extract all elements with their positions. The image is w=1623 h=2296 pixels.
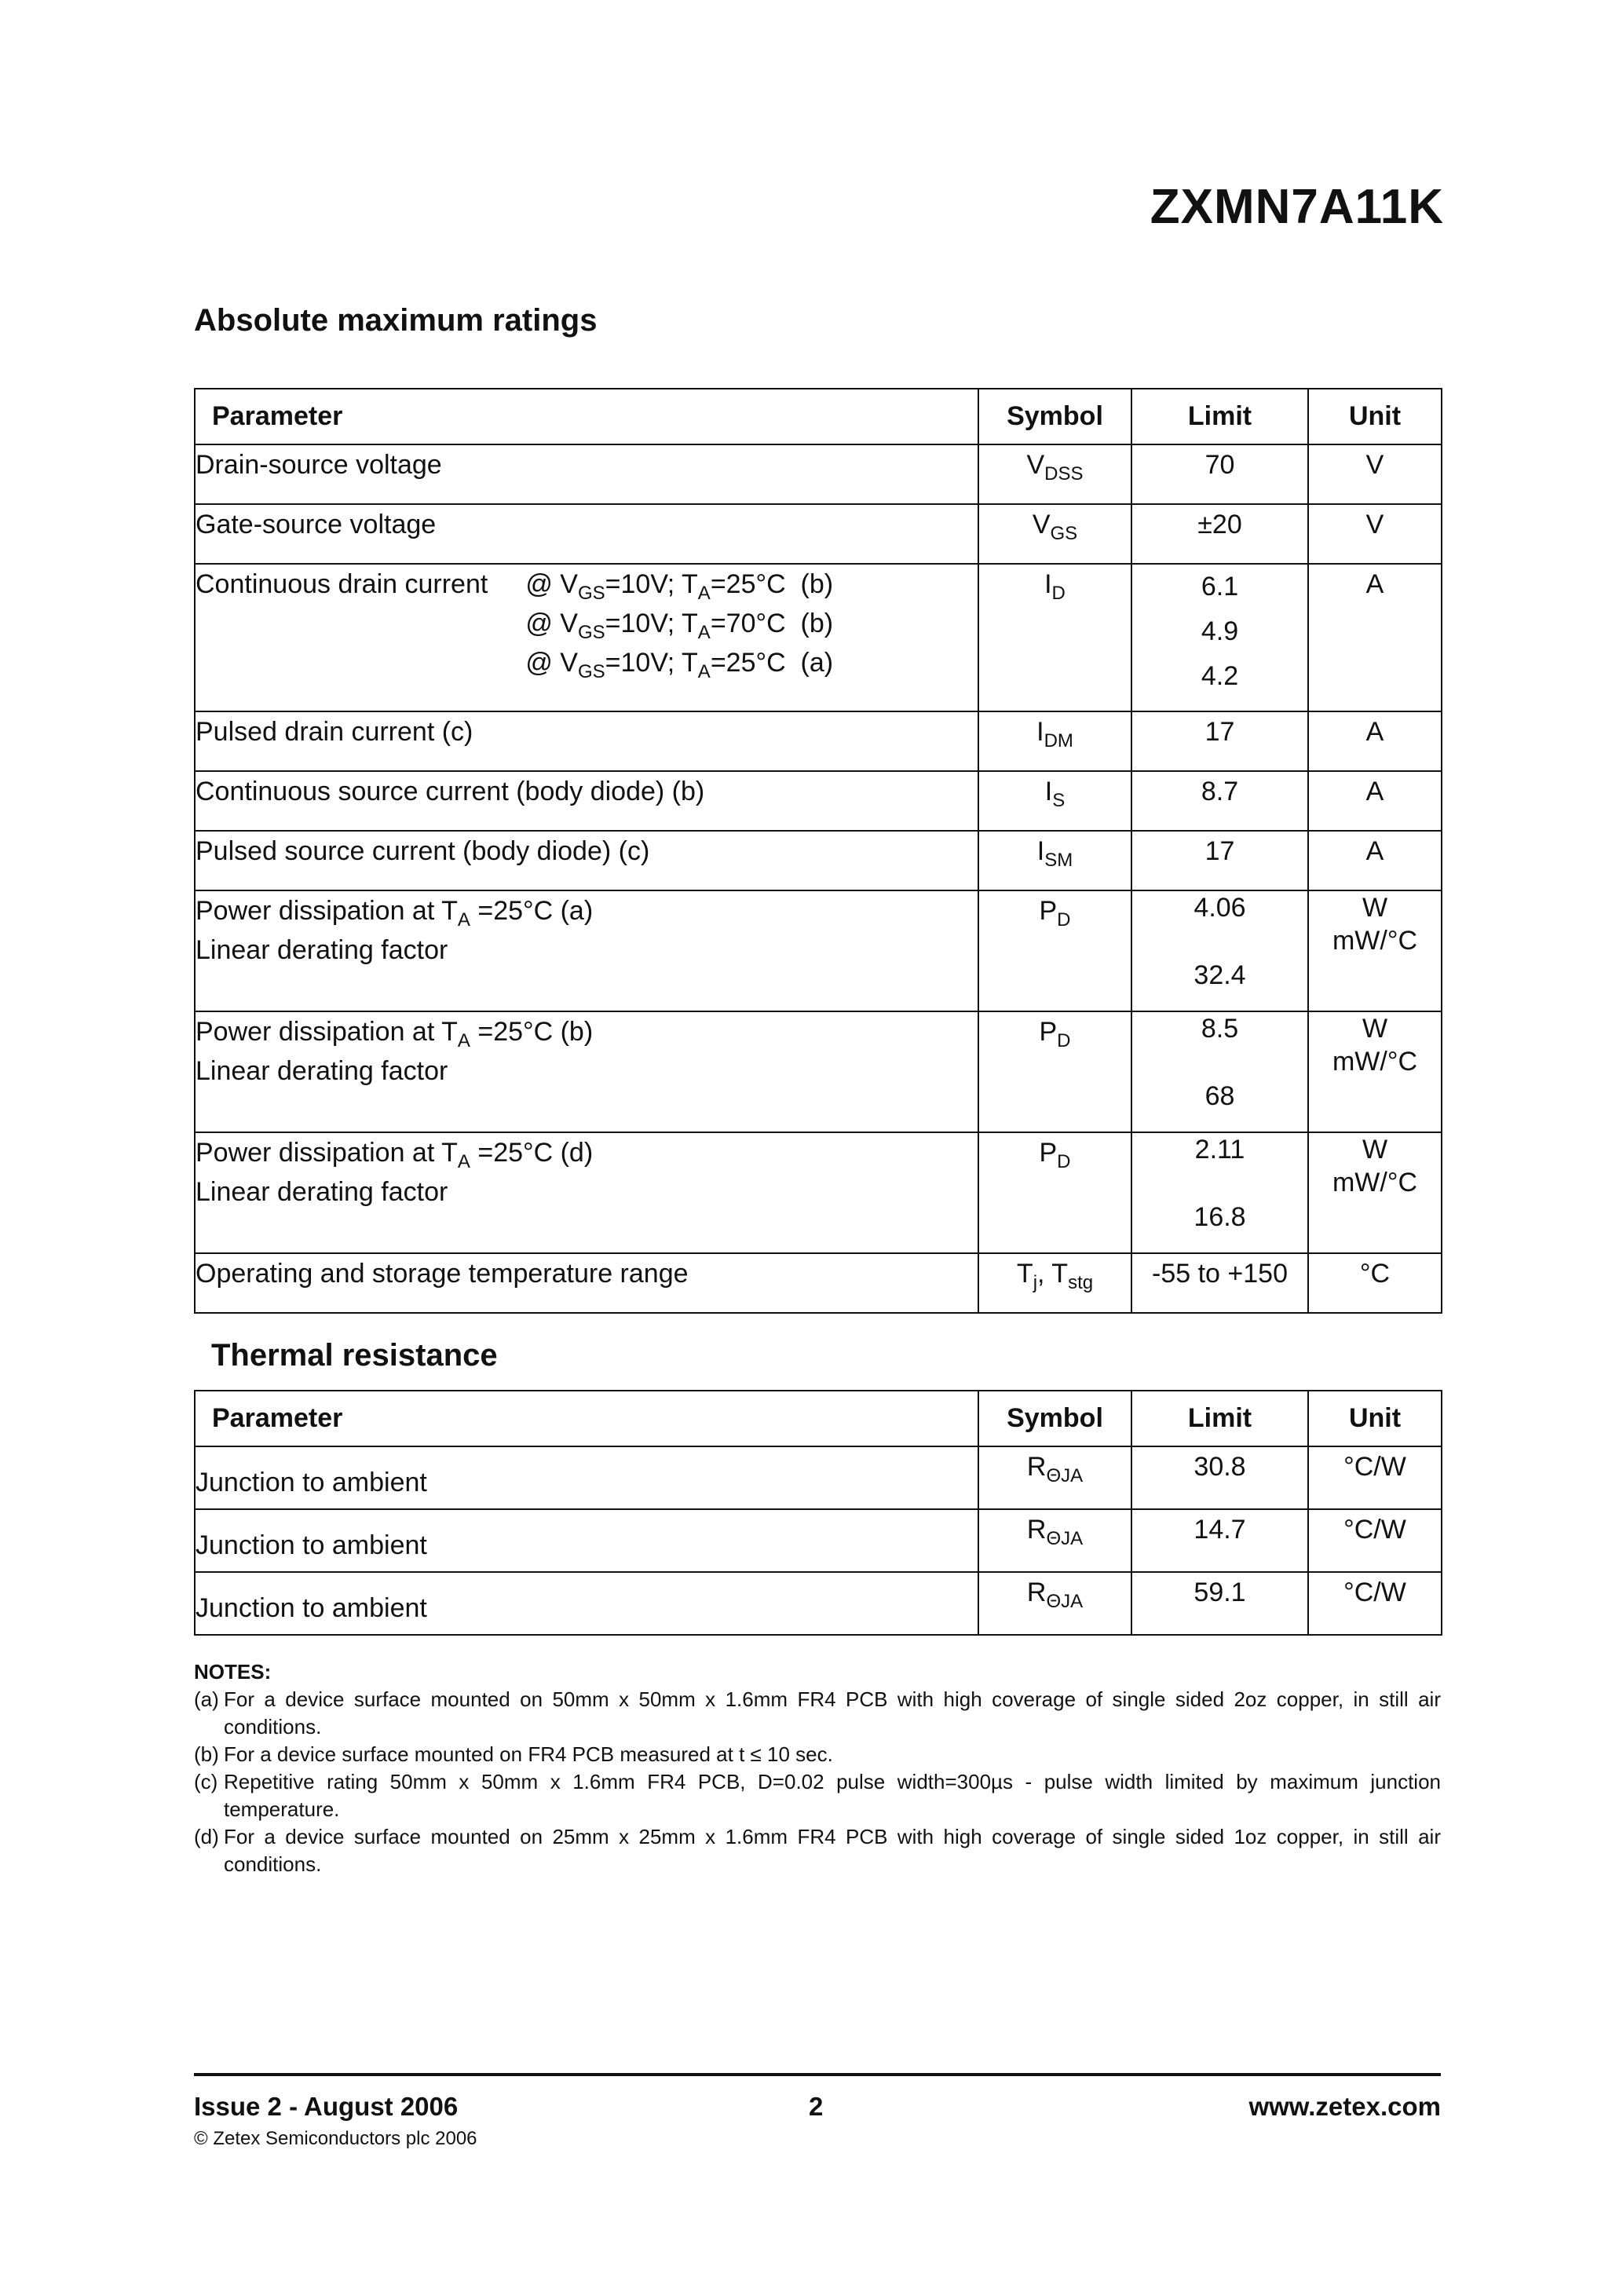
table-row [195,1011,1442,1132]
symbol-cell: $P_D$ [978,1011,1131,1132]
limit-cell: ±20 [1131,504,1308,564]
part-number: ZXMN7A11K [1150,180,1444,234]
symbol-cell: $P_D$ [978,1132,1131,1253]
header-limit: Limit [1131,389,1308,444]
symbol-cell: $V_{DSS}$ [978,444,1131,504]
limit-cell: 59.1 [1131,1572,1308,1635]
limit-cell: 17 [1131,711,1308,771]
unit-cell: °C/W [1308,1446,1442,1509]
footer-issue: Issue 2 - August 2006 [194,2092,459,2121]
param-cell: Continuous source current (body diode) (b) [195,771,978,831]
symbol-cell: $I_S$ [978,771,1131,831]
symbol-cell: $R_{\Theta JA}$ [978,1509,1131,1572]
table-row [195,504,1442,564]
param-cell: Drain-source voltage [195,444,978,504]
unit-cell: V [1308,504,1442,564]
param-cell: Continuous drain current @ $V_{GS}=10V$; $T_A=25^\circ C$ (b) @ $V_{GS}=10V$; $T_A=70^\circ C$ (b) @ $V_{GS}=10V$; $T_A=25^\circ C$ (a) [195,564,978,711]
header-parameter: Parameter [195,389,978,444]
limit-cell: 4.06 32.4 [1131,890,1308,1011]
table-row [195,1446,1442,1509]
unit-cell: W mW/°C [1308,1132,1442,1253]
param-cell: Power dissipation at $T_A =25^\circ C$ (a) Linear derating factor [195,890,978,1011]
table-row [195,564,1442,711]
limit-cell: 70 [1131,444,1308,504]
table-header-row [195,389,1442,444]
symbol-cell: $P_D$ [978,890,1131,1011]
copyright: © Zetex Semiconductors plc 2006 [194,2128,477,2149]
note-item: (b) For a device surface mounted on FR4 PCB measured at t ≤ 10 sec. [194,1742,833,1766]
symbol-cell: $R_{\Theta JA}$ [978,1446,1131,1509]
header-unit: Unit [1308,389,1442,444]
note-item: (a) For a device surface mounted on 50mm x 50mm x 1.6mm FR4 PCB with high coverage of single sided 2oz copper, in still air conditions. [194,1687,1441,1738]
notes-heading: NOTES: [194,1660,272,1684]
table-row [195,711,1442,771]
limit-cell: 14.7 [1131,1509,1308,1572]
unit-cell: A [1308,564,1442,711]
page-number: 2 [809,2092,824,2121]
param-cell: Junction to ambient [195,1509,978,1572]
symbol-cell: $I_D$ [978,564,1131,711]
unit-cell: A [1308,711,1442,771]
table-row [195,890,1442,1011]
unit-cell: A [1308,831,1442,890]
limit-cell: 8.5 68 [1131,1011,1308,1132]
symbol-cell: $V_{GS}$ [978,504,1131,564]
thermal-title: Thermal resistance [211,1338,498,1373]
table-row [195,1572,1442,1635]
unit-cell: °C/W [1308,1509,1442,1572]
table-row [195,1132,1442,1253]
unit-cell: V [1308,444,1442,504]
table-row [195,831,1442,890]
header-parameter: Parameter [195,1391,978,1446]
footer-divider [194,2073,1441,2076]
param-cell: Power dissipation at $T_A =25^\circ C$ (b) Linear derating factor [195,1011,978,1132]
limit-cell: 30.8 [1131,1446,1308,1509]
param-cell: Operating and storage temperature range [195,1253,978,1313]
unit-cell: °C/W [1308,1572,1442,1635]
condition-list: @ $V_{GS}=10V$; $T_A=25^\circ C$ (b) @ $V_{GS}=10V$; $T_A=70^\circ C$ (b) @ $V_{GS}=10V$; $T_A=25^\circ C$ (a) [525,569,834,682]
header-unit: Unit [1308,1391,1442,1446]
note-item: (d) For a device surface mounted on 25mm x 25mm x 1.6mm FR4 PCB with high coverage of single sided 1oz copper, in still air conditions. [194,1825,1441,1876]
abs-max-table [194,388,1442,1314]
abs-max-title: Absolute maximum ratings [194,303,598,338]
table-row [195,1253,1442,1313]
symbol-cell: $I_{SM}$ [978,831,1131,890]
header-symbol: Symbol [978,389,1131,444]
limit-cell: 6.1 4.9 4.2 [1131,564,1308,711]
symbol-cell: $T_j$, $T_{stg}$ [978,1253,1131,1313]
notes [194,1658,1441,1878]
unit-cell: W mW/°C [1308,1011,1442,1132]
param-cell: Pulsed source current (body diode) (c) [195,831,978,890]
note-item: (c) Repetitive rating 50mm x 50mm x 1.6mm FR4 PCB, D=0.02 pulse width=300µs - pulse width limited by maximum junction temperature. [194,1770,1441,1821]
limit-cell: -55 to +150 [1131,1253,1308,1313]
param-cell: Junction to ambient [195,1446,978,1509]
param-cell: Gate-source voltage [195,504,978,564]
unit-cell: A [1308,771,1442,831]
table-row [195,444,1442,504]
limit-cell: 17 [1131,831,1308,890]
table-row [195,1509,1442,1572]
param-cell: Power dissipation at $T_A =25^\circ C$ (d) Linear derating factor [195,1132,978,1253]
table-row [195,771,1442,831]
unit-cell: W mW/°C [1308,890,1442,1011]
symbol-cell: $I_{DM}$ [978,711,1131,771]
footer-website-link[interactable]: www.zetex.com [1248,2092,1441,2121]
header-limit: Limit [1131,1391,1308,1446]
unit-cell: °C [1308,1253,1442,1313]
param-cell: Junction to ambient [195,1572,978,1635]
symbol-cell: $R_{\Theta JA}$ [978,1572,1131,1635]
thermal-table [194,1390,1442,1636]
table-header-row [195,1391,1442,1446]
limit-cell: 8.7 [1131,771,1308,831]
limit-cell: 2.11 16.8 [1131,1132,1308,1253]
param-cell: Pulsed drain current (c) [195,711,978,771]
header-symbol: Symbol [978,1391,1131,1446]
